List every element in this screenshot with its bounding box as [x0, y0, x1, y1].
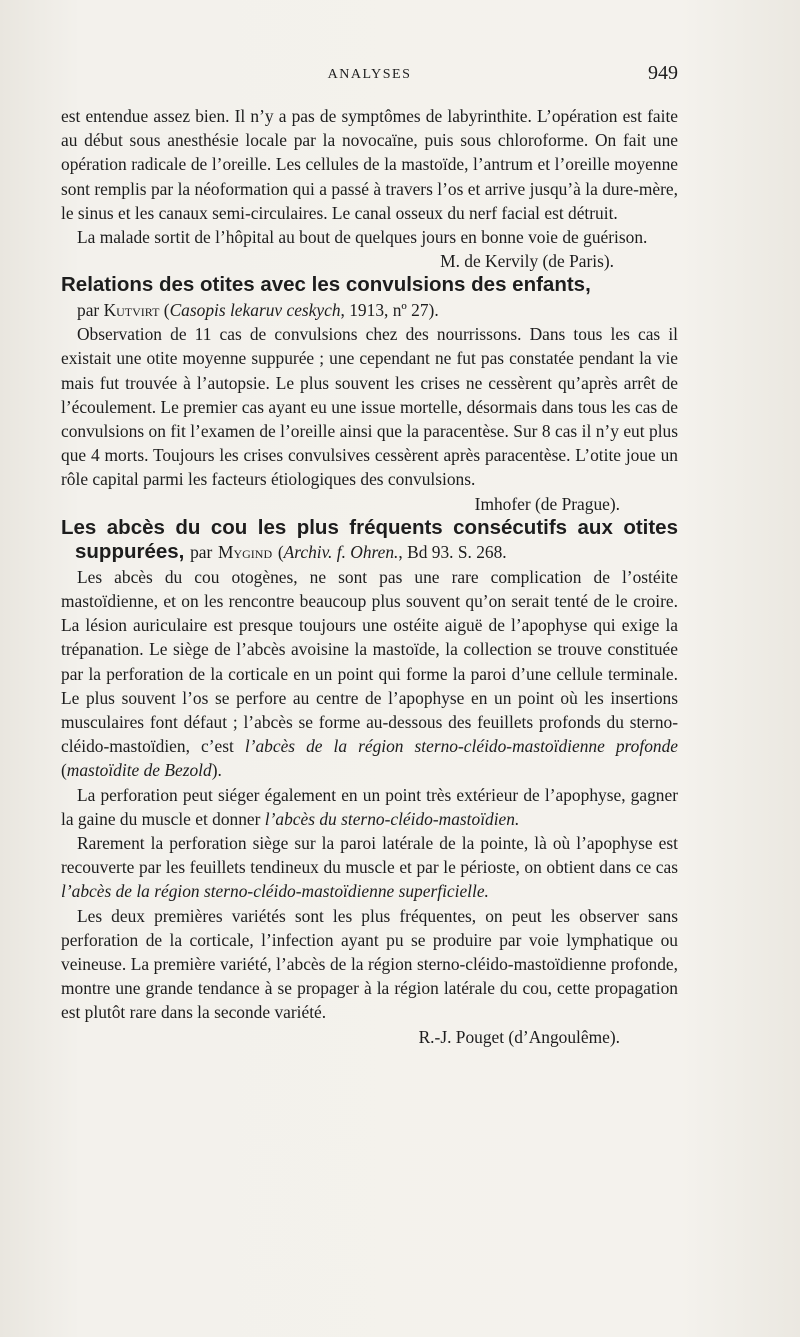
article-1-title: Relations des otites avec les convulsions des enfants,	[61, 273, 591, 297]
continuation-paragraph-2	[61, 225, 678, 272]
article-2-author: Mygind	[218, 542, 273, 563]
signature-imhofer: Imhofer (de Prague).	[474, 493, 620, 514]
article-2-heading: Les abcès du cou les plus fréquents consécutifs aux otites suppurées, par Mygind (Archiv. f. Ohren., Bd 93. S. 268.	[61, 515, 678, 564]
signature-kervily: M. de Kervily (de Paris).	[440, 251, 614, 272]
article-2-paragraph-1: Les abcès du cou otogènes, ne sont pas une rare complication de l’ostéite mastoïdienne, et on les rencontre beaucoup plus souvent qu’on serait tenté de le croire. La lésion auriculaire est presque toujours une ostéite aiguë de l’apophyse qui exige la trépanation. Le siège de l’abcès avoisine la mastoïde, la collection se trouve constituée par la perforation de la corticale en un point qui forme la paroi d’une cellule terminale. Le plus souvent l’os se perfore au centre de l’apophyse en un point où les insertions musculaires font défaut ; l’abcès se forme au-dessous des feuillets profonds du sterno-cléido-mastoïdien, c’est l’abcès de la région sterno-cléido-mastoïdienne profonde (mastoïdite de Bezold).	[61, 566, 678, 781]
article-2-journal: Archiv. f. Ohren.	[283, 542, 399, 563]
article-2-title: Les abcès du cou les plus fréquents consécutifs aux otites suppurées,	[61, 515, 678, 564]
article-2-paragraph-4: Les deux premières variétés sont les plus fréquentes, on peut les observer sans perforation de la corticale, l’infection ayant pu se produire par voie lymphatique ou veineuse. La première variété, l’abcès de la région sterno-cléido-mastoïdienne profonde, montre une grande tendance à se propager à la région latérale du cou, cette propagation est plutôt rare dans la seconde variété.	[61, 905, 678, 1023]
continuation-paragraph-1: est entendue assez bien. Il n’y a pas de symptômes de labyrinthite. L’opération est faite au début sous anesthésie locale par la novocaïne, puis sous chloroforme. On fait une opération radicale de l’oreille. Les cellules de la mastoïde, l’antrum et l’oreille moyenne sont remplis par la néoformation qui a passé à travers l’os et arrive jusqu’à la dure-mère, le sinus et les canaux semi-circulaires. Le canal osseux du nerf facial est détruit.	[61, 106, 678, 223]
signature-pouget: R.-J. Pouget (d’Angoulême).	[418, 1026, 620, 1047]
article-1-heading	[61, 273, 678, 298]
page-body	[61, 104, 678, 1049]
article-2-paragraph-2: La perforation peut siéger également en un point très extérieur de l’apophyse, gagner la gaine du muscle et donner l’abcès du sterno-cléido-mastoïdien.	[61, 784, 678, 829]
article-1-author: Kutvirt	[103, 299, 160, 320]
article-1-reference: par Kutvirt (Casopis lekaruv ceskych, 1913, nº 27).	[77, 299, 439, 320]
continuation-paragraph-2-text: La malade sortit de l’hôpital au bout de quelques jours en bonne voie de guérison.	[77, 227, 648, 248]
article-2-paragraph-3: Rarement la perforation siège sur la paroi latérale de la pointe, là où l’apophyse est recouverte par les feuillets tendineux du muscle et par le périoste, on obtient dans ce cas l’abcès de la région sterno-cléido-mastoïdienne superficielle.	[61, 832, 678, 902]
running-title: ANALYSES	[327, 67, 412, 82]
page-number: 949	[648, 62, 678, 84]
page-header	[61, 62, 678, 88]
article-1-paragraph-1: Observation de 11 cas de convulsions chez des nourrissons. Dans tous les cas il existait une otite moyenne suppurée ; une cependant ne fut pas constatée pendant la vie mais fut trouvée à l’autopsie. Le plus souvent les crises ne cessèrent qu’après arrêt de l’écoulement. Le premier cas ayant eu une issue mortelle, désormais dans tous les cas de convulsions on fit l’examen de l’oreille ainsi que la paracentèse. Sur 8 cas il n’y eut plus que 4 morts. Toujours les crises convulsives cessèrent après paracentèse. L’otite joue un rôle capital parmi les facteurs étiologiques des convulsions.	[61, 324, 678, 490]
article-1-journal: Casopis lekaruv ceskych	[169, 299, 341, 320]
